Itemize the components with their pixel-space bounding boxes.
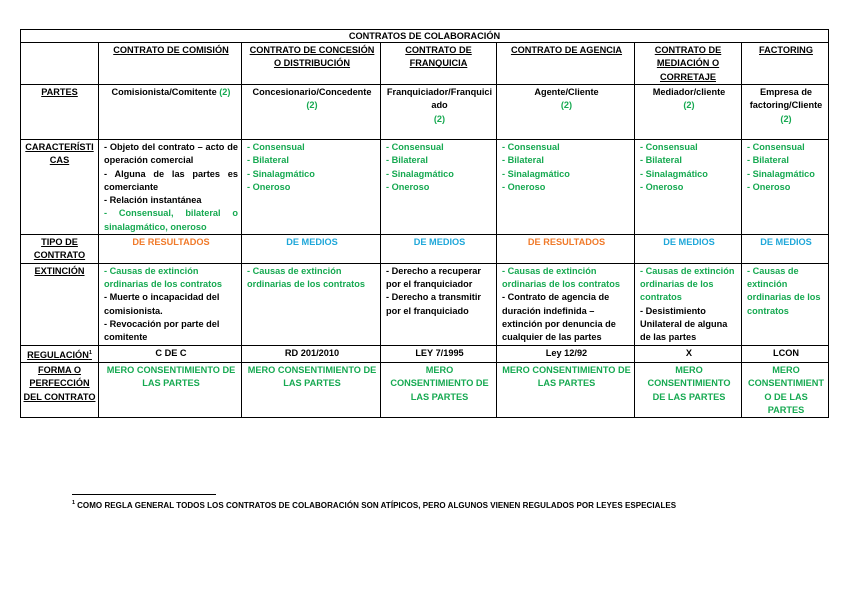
list-item: - Consensual, bilateral o sinalagmático, oneroso — [104, 208, 238, 232]
list-item: - Sinalagmático — [502, 168, 570, 179]
forma-comision: MERO CONSENTIMIENTO DE LAS PARTES — [99, 362, 242, 417]
regulacion-franquicia: LEY 7/1995 — [381, 345, 497, 362]
extincion-agencia — [497, 263, 635, 345]
list-item: - Sinalagmático — [640, 168, 708, 179]
list-item: - Sinalagmático — [247, 168, 315, 179]
list-item: - Derecho a recuperar por el franquiciador — [386, 265, 481, 289]
list-item: - Causas de extinción ordinarias de los contratos — [104, 265, 222, 289]
list-item: - Oneroso — [640, 181, 684, 192]
footnote-text: COMO REGLA GENERAL TODOS LOS CONTRATOS DE COLABORACIÓN SON ATÍPICOS, PERO ALGUNOS VIENEN REGULADOS POR LEYES ESPECIALES — [77, 501, 677, 510]
partes-concesion: Concesionario/Concedente (2) — [242, 85, 381, 140]
forma-franquicia: MERO CONSENTIMIENTO DE LAS PARTES — [381, 362, 497, 417]
list-item: - Consensual — [247, 142, 305, 152]
col-header-factoring: FACTORING — [742, 43, 829, 85]
regulacion-comision: C DE C — [99, 345, 242, 362]
list-item: - Revocación por parte del comitente — [104, 318, 220, 343]
tipo-mediacion: DE MEDIOS — [635, 235, 742, 264]
list-item: - Oneroso — [747, 181, 791, 192]
regulacion-agencia: Ley 12/92 — [497, 345, 635, 362]
contracts-table — [20, 29, 829, 418]
tipo-franquicia: DE MEDIOS — [381, 235, 497, 264]
corner-cell — [21, 43, 99, 85]
regulacion-factoring: LCON — [742, 345, 829, 362]
extincion-franquicia — [381, 263, 497, 345]
forma-factoring: MERO CONSENTIMIENTO DE LAS PARTES — [742, 362, 829, 417]
list-item: - Causas de extinción ordinarias de los contratos — [247, 265, 365, 289]
regulacion-concesion: RD 201/2010 — [242, 345, 381, 362]
col-header-mediacion: CONTRATO DE MEDIACIÓN O CORRETAJE — [635, 43, 742, 85]
regulacion-mediacion: X — [635, 345, 742, 362]
footnote-mark: 1 — [72, 500, 76, 506]
table-title: CONTRATOS DE COLABORACIÓN — [21, 30, 829, 43]
forma-concesion: MERO CONSENTIMIENTO DE LAS PARTES — [242, 362, 381, 417]
partes-comision: Comisionista/Comitente (2) — [99, 85, 242, 140]
list-item: - Causas de extinción ordinarias de los contratos — [747, 265, 821, 316]
forma-agencia: MERO CONSENTIMIENTO DE LAS PARTES — [497, 362, 635, 417]
footnote-separator — [72, 494, 216, 495]
list-item: - Oneroso — [502, 181, 546, 192]
row-label-extincion: EXTINCIÓN — [21, 263, 99, 345]
list-item: - Consensual — [386, 142, 444, 152]
partes-franquicia: Franquiciador/Franquiciado (2) — [381, 85, 497, 140]
row-label-regulacion: REGULACIÓN$^1$ — [21, 345, 99, 362]
col-header-concesion: CONTRATO DE CONCESIÓN O DISTRIBUCIÓN — [242, 43, 381, 85]
list-item: - Sinalagmático — [386, 168, 454, 179]
extincion-comision — [99, 263, 242, 345]
list-item: - Sinalagmático — [747, 168, 815, 179]
footnote — [72, 500, 676, 510]
list-item: - Oneroso — [247, 181, 291, 192]
partes-mediacion: Mediador/cliente (2) — [635, 85, 742, 140]
list-item: - Oneroso — [386, 181, 430, 192]
caracteristicas-mediacion — [635, 140, 742, 235]
list-item: - Consensual — [747, 142, 805, 152]
list-item: - Consensual — [640, 142, 698, 152]
row-label-caracteristicas: CARACTERÍSTICAS — [21, 140, 99, 235]
list-item: - Bilateral — [640, 155, 682, 166]
list-item: - Bilateral — [502, 155, 544, 166]
caracteristicas-concesion — [242, 140, 381, 235]
list-item: - Desistimiento Unilateral de alguna de las partes — [640, 305, 728, 343]
list-item: - Muerte o incapacidad del comisionista. — [104, 292, 220, 316]
col-header-franquicia: CONTRATO DE FRANQUICIA — [381, 43, 497, 85]
caracteristicas-factoring — [742, 140, 829, 235]
row-label-partes: PARTES — [21, 85, 99, 140]
tipo-agencia: DE RESULTADOS — [497, 235, 635, 264]
list-item: - Derecho a transmitir por el franquiciado — [386, 292, 481, 316]
caracteristicas-comision — [99, 140, 242, 235]
caracteristicas-agencia — [497, 140, 635, 235]
list-item: - Consensual — [502, 142, 560, 152]
partes-factoring: Empresa de factoring/Cliente (2) — [742, 85, 829, 140]
list-item: - Contrato de agencia de duración indefinida – extinción por denuncia de cualquier de las partes — [502, 292, 616, 343]
forma-mediacion: MERO CONSENTIMIENTO DE LAS PARTES — [635, 362, 742, 417]
col-header-agencia: CONTRATO DE AGENCIA — [497, 43, 635, 85]
list-item: - Causas de extinción ordinarias de los contratos — [502, 265, 620, 289]
col-header-comision: CONTRATO DE COMISIÓN — [99, 43, 242, 85]
caracteristicas-franquicia — [381, 140, 497, 235]
list-item: - Objeto del contrato – acto de operación comercial — [104, 142, 238, 166]
partes-agencia: Agente/Cliente (2) — [497, 85, 635, 140]
list-item: - Causas de extinción ordinarias de los contratos — [640, 265, 735, 303]
tipo-comision: DE RESULTADOS — [99, 235, 242, 264]
list-item: - Relación instantánea — [104, 195, 202, 206]
extincion-concesion — [242, 263, 381, 345]
extincion-mediacion — [635, 263, 742, 345]
list-item: - Bilateral — [386, 155, 428, 166]
extincion-factoring — [742, 263, 829, 345]
tipo-concesion: DE MEDIOS — [242, 235, 381, 264]
tipo-factoring: DE MEDIOS — [742, 235, 829, 264]
list-item: - Bilateral — [247, 155, 289, 166]
list-item: - Alguna de las partes es comerciante — [104, 168, 238, 192]
row-label-forma: FORMA O PERFECCIÓN DEL CONTRATO — [21, 362, 99, 417]
list-item: - Bilateral — [747, 155, 789, 166]
row-label-tipo: TIPO DE CONTRATO — [21, 235, 99, 264]
